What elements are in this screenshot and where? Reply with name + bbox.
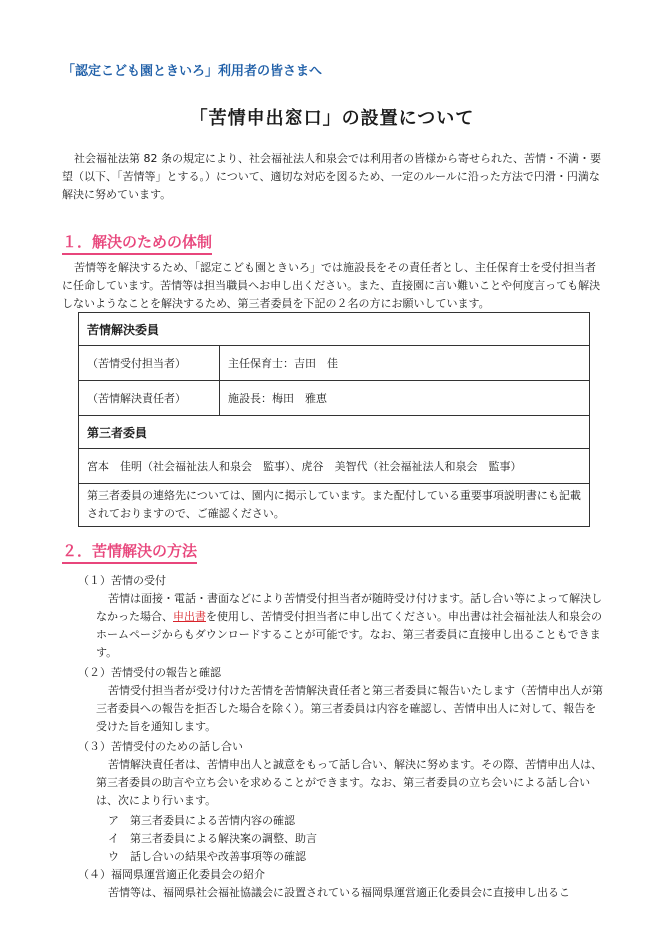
intro-paragraph: 社会福祉法第 82 条の規定により、社会福祉法人和泉会では利用者の皆様から寄せられた、苦情・不満・要望（以下、「苦情等」とする。）について、適切な対応を図るため、一定のルールに沿った方法で円滑・円満な解決に努めています。	[62, 152, 601, 201]
section-2-title: ２．苦情解決の方法	[62, 540, 197, 564]
step-1-heading: （１）苦情の受付	[78, 574, 166, 587]
person-cell: 主任保育士：吉田 佳	[220, 346, 590, 381]
section-1-title: １．解決のための体制	[62, 231, 212, 255]
audience-heading: 「認定こども園ときいろ」利用者の皆さまへ	[62, 64, 323, 79]
table-row	[79, 381, 590, 416]
contact-note: 第三者委員の連絡先については、園内に掲示しています。また配付している重要事項説明書にも記載されておりますので、ご確認ください。	[79, 484, 590, 527]
committee-table	[78, 312, 590, 527]
step-3-heading: （３）苦情受付のための話し合い	[78, 740, 243, 753]
third-party-members: 宮本 佳明（社会福祉法人和泉会 監事）、虎谷 美智代（社会福祉法人和泉会 監事）	[79, 449, 590, 484]
step-1-text: 苦情は面接・電話・書面などにより苦情受付担当者が随時受け付けます。話し合い等によって解決しなかった場合、申出書を使用し、苦情受付担当者に申し出てください。申出書は社会福祉法人和泉会のホームページからもダウンロードすることが可能です。なお、第三者委員に直接申し出ることもできます。	[96, 592, 603, 659]
step-3-text: 苦情解決責任者は、苦情申出人と誠意をもって話し合い、解決に努めます。その際、苦情申出人は、第三者委員の助言や立ち会いを求めることができます。なお、第三者委員の立ち会いによる話し合いは、次により行います。	[96, 758, 603, 807]
list-item: ア 第三者委員による苦情内容の確認	[108, 814, 295, 827]
step-2-text: 苦情受付担当者が受け付けた苦情を苦情解決責任者と第三者委員に報告いたします（苦情申出人が第三者委員への報告を拒否した場合を除く）。第三者委員は内容を確認し、苦情申出人に対して、報告を受けた旨を通知します。	[96, 684, 603, 733]
person-cell: 施設長：梅田 雅恵	[220, 381, 590, 416]
section-1-text: 苦情等を解決するため、「認定こども園ときいろ」では施設長をその責任者とし、主任保育士を受付担当者に任命しています。苦情等は担当職員へお申し出ください。また、直接園に言い難いことや何度言っても解決しないようなことを解決するため、第三者委員を下記の２名の方にお願いしています。	[62, 261, 601, 310]
table-row	[79, 346, 590, 381]
role-cell: （苦情受付担当者）	[79, 346, 220, 381]
step-4-text: 苦情等は、福岡県社会福祉協議会に設置されている福岡県運営適正化委員会に直接申し出るこ	[108, 886, 570, 899]
list-item: イ 第三者委員による解決案の調整、助言	[108, 832, 317, 845]
application-form-link[interactable]: 申出書	[173, 610, 206, 623]
role-cell: （苦情解決責任者）	[79, 381, 220, 416]
third-party-header: 第三者委員	[79, 416, 590, 449]
list-item: ウ 話し合いの結果や改善事項等の確認	[108, 850, 306, 863]
page-title: 「苦情申出窓口」の設置について	[189, 108, 475, 129]
step-2-heading: （２）苦情受付の報告と確認	[78, 666, 221, 679]
step-4-heading: （４）福岡県運営適正化委員会の紹介	[78, 868, 265, 881]
committee-header: 苦情解決委員	[79, 313, 590, 346]
